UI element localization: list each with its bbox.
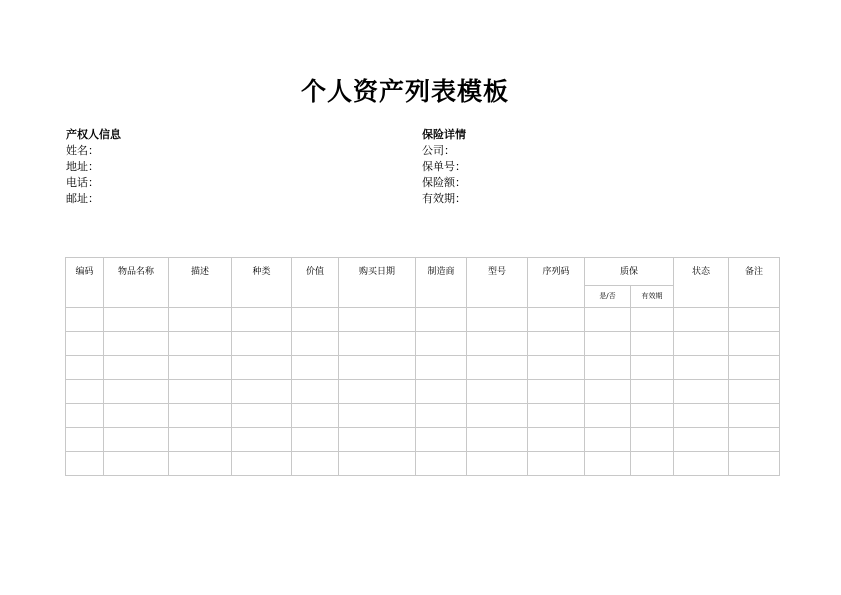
table-cell[interactable] [631,308,674,332]
table-cell[interactable] [104,332,169,356]
table-cell[interactable] [585,452,631,476]
table-cell[interactable] [339,452,416,476]
table-cell[interactable] [169,356,232,380]
table-cell[interactable] [631,380,674,404]
table-cell[interactable] [674,404,729,428]
table-header-row [66,258,780,286]
table-cell[interactable] [66,308,104,332]
table-row [66,308,780,332]
table-cell[interactable] [467,308,528,332]
header-status: 状态 [674,258,729,308]
owner-address-field: 地址： [66,160,99,173]
page-title: 个人资产列表模板 [300,77,509,106]
table-cell[interactable] [528,428,585,452]
table-cell[interactable] [674,332,729,356]
header-manufacturer: 制造商 [416,258,467,308]
table-cell[interactable] [104,356,169,380]
table-cell[interactable] [416,404,467,428]
table-cell[interactable] [631,452,674,476]
table-cell[interactable] [66,356,104,380]
table-cell[interactable] [631,404,674,428]
table-cell[interactable] [169,332,232,356]
table-cell[interactable] [104,404,169,428]
owner-phone-field: 电话： [66,176,99,189]
table-cell[interactable] [292,404,339,428]
table-cell[interactable] [729,380,780,404]
header-remarks: 备注 [729,258,780,308]
header-model: 型号 [467,258,528,308]
table-cell[interactable] [232,380,292,404]
table-cell[interactable] [585,404,631,428]
table-cell[interactable] [232,308,292,332]
table-cell[interactable] [292,356,339,380]
insurance-policy-number-field: 保单号： [422,160,466,173]
table-cell[interactable] [674,380,729,404]
table-cell[interactable] [467,428,528,452]
table-cell[interactable] [66,428,104,452]
insurance-info-section [422,127,466,207]
table-cell[interactable] [232,428,292,452]
table-row [66,356,780,380]
table-cell[interactable] [104,308,169,332]
header-description: 描述 [169,258,232,308]
table-cell[interactable] [528,404,585,428]
table-cell[interactable] [729,404,780,428]
header-purchase-date: 购买日期 [339,258,416,308]
table-body [66,308,780,476]
table-cell[interactable] [467,380,528,404]
table-cell[interactable] [585,380,631,404]
table-cell[interactable] [416,356,467,380]
table-cell[interactable] [631,332,674,356]
table-cell[interactable] [631,428,674,452]
table-cell[interactable] [674,356,729,380]
header-code: 编码 [66,258,104,308]
header-value: 价值 [292,258,339,308]
header-warranty: 质保 [585,258,674,286]
table-row [66,452,780,476]
table-cell[interactable] [169,452,232,476]
table-cell[interactable] [729,332,780,356]
insurance-company-field: 公司： [422,144,455,157]
table-cell[interactable] [528,452,585,476]
table-row [66,428,780,452]
table-cell[interactable] [729,356,780,380]
table-cell[interactable] [674,428,729,452]
table-cell[interactable] [467,452,528,476]
table-cell[interactable] [528,308,585,332]
table-cell[interactable] [232,452,292,476]
table-cell[interactable] [292,428,339,452]
owner-info-heading: 产权人信息 [66,128,121,141]
table-cell[interactable] [292,308,339,332]
table-cell[interactable] [528,332,585,356]
table-cell[interactable] [169,428,232,452]
insurance-amount-field: 保险额： [422,176,466,189]
table-cell[interactable] [585,308,631,332]
owner-info-section [66,127,121,207]
header-category: 种类 [232,258,292,308]
table-cell[interactable] [585,332,631,356]
table-cell[interactable] [416,332,467,356]
table-cell[interactable] [66,404,104,428]
table-cell[interactable] [104,452,169,476]
table-cell[interactable] [66,380,104,404]
table-cell[interactable] [292,332,339,356]
table-cell[interactable] [729,308,780,332]
table-cell[interactable] [169,308,232,332]
table-cell[interactable] [339,332,416,356]
table-cell[interactable] [339,308,416,332]
table-row [66,380,780,404]
table-cell[interactable] [232,332,292,356]
insurance-info-heading: 保险详情 [422,128,466,141]
table-cell[interactable] [292,452,339,476]
table-cell[interactable] [585,356,631,380]
table-cell[interactable] [467,404,528,428]
asset-table [65,257,780,476]
table-row [66,332,780,356]
table-cell[interactable] [232,404,292,428]
table-cell[interactable] [631,356,674,380]
header-serial-number: 序列码 [528,258,585,308]
table-cell[interactable] [339,380,416,404]
table-cell[interactable] [232,356,292,380]
owner-name-field: 姓名： [66,144,99,157]
table-cell[interactable] [729,452,780,476]
header-warranty-yes-no: 是/否 [585,286,631,308]
table-cell[interactable] [104,380,169,404]
table-cell[interactable] [339,404,416,428]
table-cell[interactable] [339,428,416,452]
table-cell[interactable] [66,452,104,476]
table-cell[interactable] [416,308,467,332]
table-cell[interactable] [467,332,528,356]
table-cell[interactable] [729,428,780,452]
table-cell[interactable] [674,308,729,332]
table-cell[interactable] [585,428,631,452]
table-row [66,404,780,428]
table-cell[interactable] [169,404,232,428]
header-warranty-valid-period: 有效期 [631,286,674,308]
table-cell[interactable] [339,356,416,380]
owner-email-field: 邮址： [66,192,99,205]
header-item-name: 物品名称 [104,258,169,308]
table-cell[interactable] [66,332,104,356]
table-cell[interactable] [169,380,232,404]
table-cell[interactable] [292,380,339,404]
insurance-valid-period-field: 有效期： [422,192,466,205]
table-cell[interactable] [674,452,729,476]
table-cell[interactable] [416,452,467,476]
table-cell[interactable] [416,428,467,452]
table-cell[interactable] [416,380,467,404]
table-cell[interactable] [528,356,585,380]
table-cell[interactable] [104,428,169,452]
table-cell[interactable] [467,356,528,380]
table-cell[interactable] [528,380,585,404]
